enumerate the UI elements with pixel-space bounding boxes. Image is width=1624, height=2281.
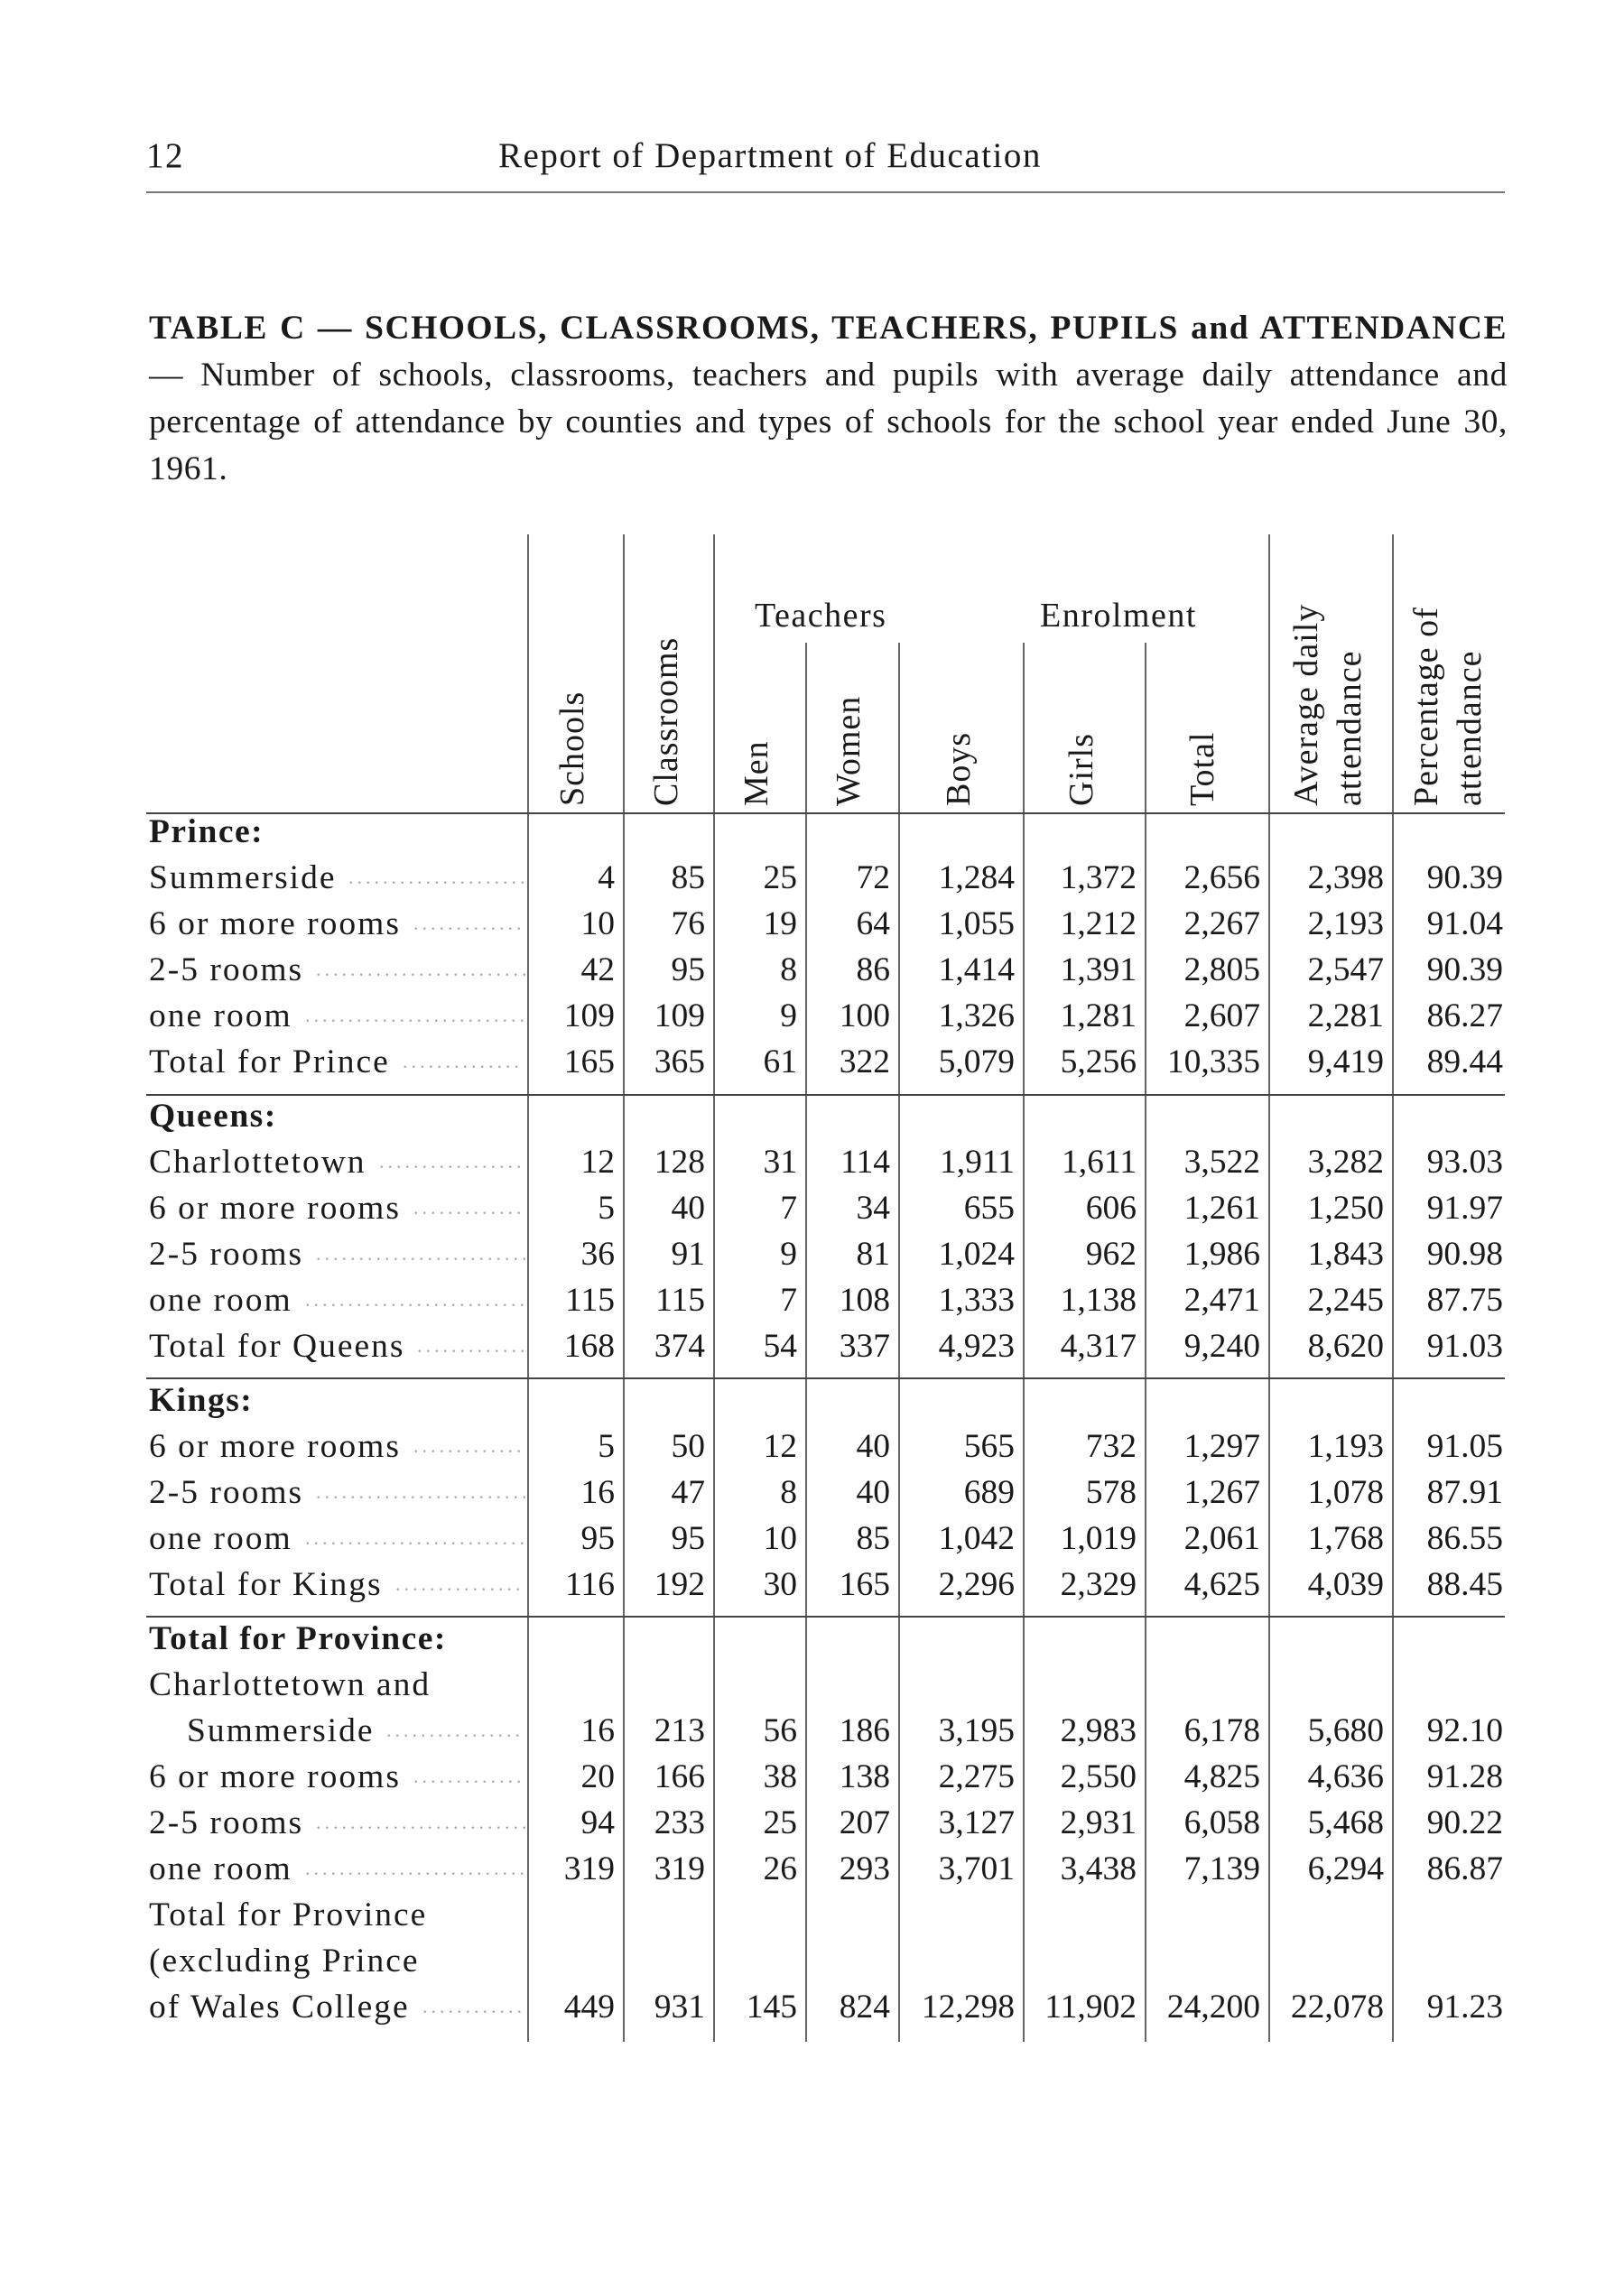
cell-men: 31 xyxy=(763,1144,797,1181)
cell-total: 1,986 xyxy=(1183,1236,1260,1273)
cell-classrooms: 76 xyxy=(671,905,705,942)
cell-classrooms: 95 xyxy=(671,951,705,988)
cell-avg-attendance: 9,419 xyxy=(1307,1043,1384,1080)
cell-total: 2,061 xyxy=(1183,1520,1260,1557)
leader-dots: .......................... xyxy=(305,1526,528,1549)
cell-total: 7,139 xyxy=(1183,1850,1260,1887)
cell-schools: 165 xyxy=(563,1043,615,1080)
caption-text: — Number of schools, classrooms, teachers and pupils with average daily attendance and percentage of attendance by counties and types of schools for the school year ended June 30, 1961. xyxy=(149,357,1508,487)
cell-avg-attendance: 1,843 xyxy=(1307,1236,1384,1273)
cell-girls: 5,256 xyxy=(1060,1043,1137,1080)
cell-schools: 116 xyxy=(565,1566,615,1603)
cell-boys: 4,923 xyxy=(938,1328,1015,1365)
cell-girls: 1,281 xyxy=(1060,997,1137,1034)
cell-pct-attendance: 91.28 xyxy=(1426,1758,1503,1795)
cell-classrooms: 365 xyxy=(654,1043,705,1080)
cell-girls: 1,212 xyxy=(1060,905,1137,942)
cell-schools: 5 xyxy=(598,1190,615,1227)
cell-girls: 1,372 xyxy=(1060,859,1137,896)
cell-women: 824 xyxy=(839,1989,890,2026)
section-heading-row xyxy=(0,1619,1624,1665)
cell-men: 145 xyxy=(746,1989,797,2026)
cell-total: 6,058 xyxy=(1183,1804,1260,1841)
row-label: one room xyxy=(149,1520,292,1557)
cell-women: 85 xyxy=(856,1520,890,1557)
cell-avg-attendance: 6,294 xyxy=(1307,1850,1384,1887)
table-row xyxy=(0,1565,1624,1611)
cell-pct-attendance: 90.39 xyxy=(1426,859,1503,896)
cell-women: 186 xyxy=(839,1712,890,1749)
cell-boys: 1,911 xyxy=(940,1144,1015,1181)
cell-total: 2,267 xyxy=(1183,905,1260,942)
row-label: Total for Kings xyxy=(149,1566,383,1603)
cell-pct-attendance: 86.27 xyxy=(1426,997,1503,1034)
cell-men: 9 xyxy=(780,1236,797,1273)
cell-schools: 319 xyxy=(563,1850,615,1887)
col-header-boys: Boys xyxy=(940,731,978,806)
cell-boys: 1,024 xyxy=(938,1236,1015,1273)
cell-women: 114 xyxy=(840,1144,890,1181)
cell-boys: 1,055 xyxy=(938,905,1015,942)
col-header-pct-attendance-2: attendance xyxy=(1451,650,1489,806)
cell-pct-attendance: 86.55 xyxy=(1426,1520,1503,1557)
row-label-line: Total for Province xyxy=(149,1896,428,1933)
cell-men: 26 xyxy=(763,1850,797,1887)
row-label: Summerside xyxy=(149,859,337,896)
cell-men: 9 xyxy=(780,997,797,1034)
col-header-schools: Schools xyxy=(553,691,591,806)
row-label: 6 or more rooms xyxy=(149,1428,401,1465)
cell-women: 165 xyxy=(839,1566,890,1603)
table-row xyxy=(0,1850,1624,1896)
cell-women: 337 xyxy=(839,1328,890,1365)
cell-schools: 42 xyxy=(580,951,615,988)
table-row xyxy=(0,1189,1624,1235)
cell-boys: 3,195 xyxy=(938,1712,1015,1749)
leader-dots: ......................... xyxy=(316,1242,531,1265)
cell-total: 6,178 xyxy=(1183,1712,1260,1749)
cell-women: 293 xyxy=(839,1850,890,1887)
cell-schools: 95 xyxy=(580,1520,615,1557)
row-label: 2-5 rooms xyxy=(149,951,304,988)
cell-women: 100 xyxy=(839,997,890,1034)
cell-women: 81 xyxy=(856,1236,890,1273)
cell-avg-attendance: 1,193 xyxy=(1307,1428,1384,1465)
cell-men: 30 xyxy=(763,1566,797,1603)
table-row xyxy=(0,950,1624,997)
cell-pct-attendance: 90.39 xyxy=(1426,951,1503,988)
cell-classrooms: 374 xyxy=(654,1328,705,1365)
cell-men: 12 xyxy=(763,1428,797,1465)
leader-dots: ......................... xyxy=(316,958,531,980)
cell-boys: 655 xyxy=(963,1190,1015,1227)
cell-total: 1,267 xyxy=(1183,1474,1260,1511)
cell-total: 4,825 xyxy=(1183,1758,1260,1795)
row-label: 6 or more rooms xyxy=(149,1758,401,1795)
table-row xyxy=(0,904,1624,950)
cell-women: 86 xyxy=(856,951,890,988)
cell-boys: 1,284 xyxy=(938,859,1015,896)
cell-avg-attendance: 2,193 xyxy=(1307,905,1384,942)
cell-girls: 1,611 xyxy=(1062,1144,1137,1181)
leader-dots: .......................... xyxy=(305,1004,528,1026)
cell-avg-attendance: 1,078 xyxy=(1307,1474,1384,1511)
col-header-avg-attendance-2: attendance xyxy=(1331,650,1369,806)
section-heading: Queens: xyxy=(149,1098,277,1135)
cell-boys: 689 xyxy=(963,1474,1015,1511)
table-row xyxy=(0,1803,1624,1850)
cell-girls: 2,550 xyxy=(1060,1758,1137,1795)
cell-girls: 1,019 xyxy=(1060,1520,1137,1557)
leader-dots: ............. xyxy=(413,1434,525,1457)
table-row xyxy=(0,1043,1624,1089)
cell-girls: 3,438 xyxy=(1060,1850,1137,1887)
cell-girls: 1,138 xyxy=(1060,1282,1137,1319)
cell-men: 19 xyxy=(763,905,797,942)
cell-schools: 4 xyxy=(598,859,615,896)
cell-pct-attendance: 90.22 xyxy=(1426,1804,1503,1841)
col-header-total: Total xyxy=(1183,731,1221,806)
cell-schools: 115 xyxy=(565,1282,615,1319)
leader-dots: ..................... xyxy=(348,866,529,888)
leader-dots: ............ xyxy=(422,1995,525,2017)
table-row xyxy=(0,858,1624,904)
cell-classrooms: 192 xyxy=(654,1566,705,1603)
cell-total: 10,335 xyxy=(1166,1043,1260,1080)
cell-classrooms: 166 xyxy=(654,1758,705,1795)
cell-boys: 1,414 xyxy=(938,951,1015,988)
leader-dots: ............... xyxy=(395,1572,524,1595)
cell-total: 24,200 xyxy=(1166,1989,1260,2026)
cell-avg-attendance: 2,281 xyxy=(1307,997,1384,1034)
cell-total: 2,607 xyxy=(1183,997,1260,1034)
cell-boys: 2,275 xyxy=(938,1758,1015,1795)
cell-avg-attendance: 3,282 xyxy=(1307,1144,1384,1181)
cell-schools: 36 xyxy=(580,1236,615,1273)
cell-men: 10 xyxy=(763,1520,797,1557)
row-label: one room xyxy=(149,997,292,1034)
section-heading: Total for Province: xyxy=(149,1620,447,1657)
table-row xyxy=(0,1327,1624,1373)
row-label-line: Charlottetown and xyxy=(149,1666,432,1703)
cell-classrooms: 128 xyxy=(654,1144,705,1181)
cell-pct-attendance: 93.03 xyxy=(1426,1144,1503,1181)
cell-men: 38 xyxy=(763,1758,797,1795)
cell-avg-attendance: 5,680 xyxy=(1307,1712,1384,1749)
cell-boys: 3,701 xyxy=(938,1850,1015,1887)
leader-dots: ......................... xyxy=(316,1480,531,1503)
leader-dots: ............. xyxy=(417,1334,529,1357)
leader-dots: ................. xyxy=(379,1150,525,1173)
cell-classrooms: 50 xyxy=(671,1428,705,1465)
cell-classrooms: 95 xyxy=(671,1520,705,1557)
cell-pct-attendance: 87.91 xyxy=(1426,1474,1503,1511)
leader-dots: .......................... xyxy=(305,1857,528,1879)
table-row-label-line xyxy=(0,1896,1624,1942)
cell-women: 40 xyxy=(856,1474,890,1511)
cell-classrooms: 85 xyxy=(671,859,705,896)
cell-avg-attendance: 1,250 xyxy=(1307,1190,1384,1227)
table-row xyxy=(0,1988,1624,2034)
col-header-classrooms: Classrooms xyxy=(647,636,685,806)
leader-dots: ............. xyxy=(413,1765,525,1787)
cell-classrooms: 233 xyxy=(654,1804,705,1841)
cell-girls: 1,391 xyxy=(1060,951,1137,988)
cell-total: 4,625 xyxy=(1183,1566,1260,1603)
cell-women: 207 xyxy=(839,1804,890,1841)
col-header-men: Men xyxy=(738,740,775,806)
cell-pct-attendance: 91.03 xyxy=(1426,1328,1503,1365)
cell-boys: 1,333 xyxy=(938,1282,1015,1319)
cell-classrooms: 115 xyxy=(655,1282,705,1319)
cell-schools: 16 xyxy=(580,1712,615,1749)
cell-pct-attendance: 91.23 xyxy=(1426,1989,1503,2026)
cell-men: 7 xyxy=(780,1190,797,1227)
cell-classrooms: 47 xyxy=(671,1474,705,1511)
cell-schools: 5 xyxy=(598,1428,615,1465)
cell-girls: 2,931 xyxy=(1060,1804,1137,1841)
table-row xyxy=(0,1473,1624,1519)
cell-girls: 2,329 xyxy=(1060,1566,1137,1603)
col-header-pct-attendance-1: Percentage of xyxy=(1407,607,1445,806)
cell-girls: 578 xyxy=(1085,1474,1137,1511)
row-label: Summerside xyxy=(187,1712,375,1749)
section-rule xyxy=(146,1094,1505,1096)
table-row xyxy=(0,1711,1624,1757)
cell-girls: 962 xyxy=(1085,1236,1137,1273)
table-row-label-line xyxy=(0,1665,1624,1711)
cell-total: 2,656 xyxy=(1183,859,1260,896)
cell-pct-attendance: 91.05 xyxy=(1426,1428,1503,1465)
row-label: 2-5 rooms xyxy=(149,1236,304,1273)
table-row xyxy=(0,1427,1624,1473)
row-label: 2-5 rooms xyxy=(149,1804,304,1841)
cell-avg-attendance: 4,636 xyxy=(1307,1758,1384,1795)
cell-avg-attendance: 22,078 xyxy=(1290,1989,1384,2026)
row-label: one room xyxy=(149,1850,292,1887)
section-heading-row xyxy=(0,1097,1624,1143)
cell-women: 34 xyxy=(856,1190,890,1227)
section-heading: Kings: xyxy=(149,1382,254,1419)
cell-men: 7 xyxy=(780,1282,797,1319)
section-heading-row xyxy=(0,812,1624,858)
cell-boys: 1,042 xyxy=(938,1520,1015,1557)
col-header-avg-attendance-1: Average daily xyxy=(1287,603,1325,806)
cell-schools: 109 xyxy=(563,997,615,1034)
cell-boys: 5,079 xyxy=(938,1043,1015,1080)
cell-girls: 2,983 xyxy=(1060,1712,1137,1749)
row-label: 2-5 rooms xyxy=(149,1474,304,1511)
cell-total: 2,805 xyxy=(1183,951,1260,988)
cell-total: 1,261 xyxy=(1183,1190,1260,1227)
cell-classrooms: 91 xyxy=(671,1236,705,1273)
cell-pct-attendance: 92.10 xyxy=(1426,1712,1503,1749)
cell-avg-attendance: 5,468 xyxy=(1307,1804,1384,1841)
cell-schools: 12 xyxy=(580,1144,615,1181)
cell-pct-attendance: 89.44 xyxy=(1426,1043,1503,1080)
cell-boys: 12,298 xyxy=(921,1989,1015,2026)
cell-schools: 20 xyxy=(580,1758,615,1795)
cell-schools: 94 xyxy=(580,1804,615,1841)
cell-schools: 449 xyxy=(563,1989,615,2026)
cell-classrooms: 40 xyxy=(671,1190,705,1227)
row-label: one room xyxy=(149,1282,292,1319)
leader-dots: .......................... xyxy=(305,1288,528,1311)
section-heading-row xyxy=(0,1381,1624,1427)
cell-girls: 11,902 xyxy=(1044,1989,1137,2026)
cell-classrooms: 109 xyxy=(654,997,705,1034)
section-rule xyxy=(146,1377,1505,1379)
table-row xyxy=(0,1281,1624,1327)
row-label: 6 or more rooms xyxy=(149,1190,401,1227)
row-label: Charlottetown xyxy=(149,1144,367,1181)
cell-pct-attendance: 86.87 xyxy=(1426,1850,1503,1887)
cell-total: 3,522 xyxy=(1183,1144,1260,1181)
table-row-label-line xyxy=(0,1942,1624,1988)
cell-girls: 4,317 xyxy=(1060,1328,1137,1365)
table-row xyxy=(0,997,1624,1043)
cell-total: 1,297 xyxy=(1183,1428,1260,1465)
col-header-teachers: Teachers xyxy=(755,597,887,635)
cell-women: 72 xyxy=(856,859,890,896)
leader-dots: .............. xyxy=(403,1050,523,1072)
leader-dots: ......................... xyxy=(316,1811,531,1833)
cell-boys: 2,296 xyxy=(938,1566,1015,1603)
cell-women: 322 xyxy=(839,1043,890,1080)
cell-men: 61 xyxy=(763,1043,797,1080)
cell-schools: 10 xyxy=(580,905,615,942)
cell-schools: 16 xyxy=(580,1474,615,1511)
row-label: of Wales College xyxy=(149,1989,410,2026)
cell-avg-attendance: 2,245 xyxy=(1307,1282,1384,1319)
section-heading: Prince: xyxy=(149,813,264,850)
table-row xyxy=(0,1519,1624,1565)
row-label: Total for Queens xyxy=(149,1328,405,1365)
cell-pct-attendance: 91.04 xyxy=(1426,905,1503,942)
running-title: Report of Department of Education xyxy=(498,136,1042,175)
cell-boys: 565 xyxy=(963,1428,1015,1465)
cell-pct-attendance: 90.98 xyxy=(1426,1236,1503,1273)
leader-dots: ............. xyxy=(413,912,525,934)
cell-total: 2,471 xyxy=(1183,1282,1260,1319)
page-number: 12 xyxy=(146,136,184,175)
cell-classrooms: 319 xyxy=(654,1850,705,1887)
cell-women: 40 xyxy=(856,1428,890,1465)
cell-men: 25 xyxy=(763,1804,797,1841)
cell-avg-attendance: 8,620 xyxy=(1307,1328,1384,1365)
row-label-line: (excluding Prince xyxy=(149,1943,420,1980)
table-row xyxy=(0,1757,1624,1803)
caption-title: TABLE C — SCHOOLS, CLASSROOMS, TEACHERS, PUPILS and ATTENDANCE xyxy=(149,310,1508,347)
cell-women: 138 xyxy=(839,1758,890,1795)
cell-men: 56 xyxy=(763,1712,797,1749)
cell-avg-attendance: 2,398 xyxy=(1307,859,1384,896)
cell-men: 25 xyxy=(763,859,797,896)
leader-dots: ............. xyxy=(413,1196,525,1219)
cell-girls: 732 xyxy=(1085,1428,1137,1465)
col-header-girls: Girls xyxy=(1063,733,1100,806)
cell-boys: 1,326 xyxy=(938,997,1015,1034)
cell-women: 64 xyxy=(856,905,890,942)
cell-pct-attendance: 87.75 xyxy=(1426,1282,1503,1319)
cell-boys: 3,127 xyxy=(938,1804,1015,1841)
table-row xyxy=(0,1235,1624,1281)
cell-avg-attendance: 4,039 xyxy=(1307,1566,1384,1603)
cell-classrooms: 931 xyxy=(654,1989,705,2026)
cell-women: 108 xyxy=(839,1282,890,1319)
section-rule xyxy=(146,1616,1505,1618)
col-header-women: Women xyxy=(830,695,868,806)
cell-avg-attendance: 2,547 xyxy=(1307,951,1384,988)
cell-men: 8 xyxy=(780,951,797,988)
row-label: Total for Prince xyxy=(149,1043,390,1080)
cell-pct-attendance: 88.45 xyxy=(1426,1566,1503,1603)
cell-total: 9,240 xyxy=(1183,1328,1260,1365)
cell-pct-attendance: 91.97 xyxy=(1426,1190,1503,1227)
col-header-enrolment: Enrolment xyxy=(1040,597,1197,635)
leader-dots: ................ xyxy=(386,1719,524,1741)
cell-schools: 168 xyxy=(563,1328,615,1365)
table-row xyxy=(0,1143,1624,1189)
cell-classrooms: 213 xyxy=(654,1712,705,1749)
cell-girls: 606 xyxy=(1085,1190,1137,1227)
cell-men: 54 xyxy=(763,1328,797,1365)
row-label: 6 or more rooms xyxy=(149,905,401,942)
cell-men: 8 xyxy=(780,1474,797,1511)
cell-avg-attendance: 1,768 xyxy=(1307,1520,1384,1557)
